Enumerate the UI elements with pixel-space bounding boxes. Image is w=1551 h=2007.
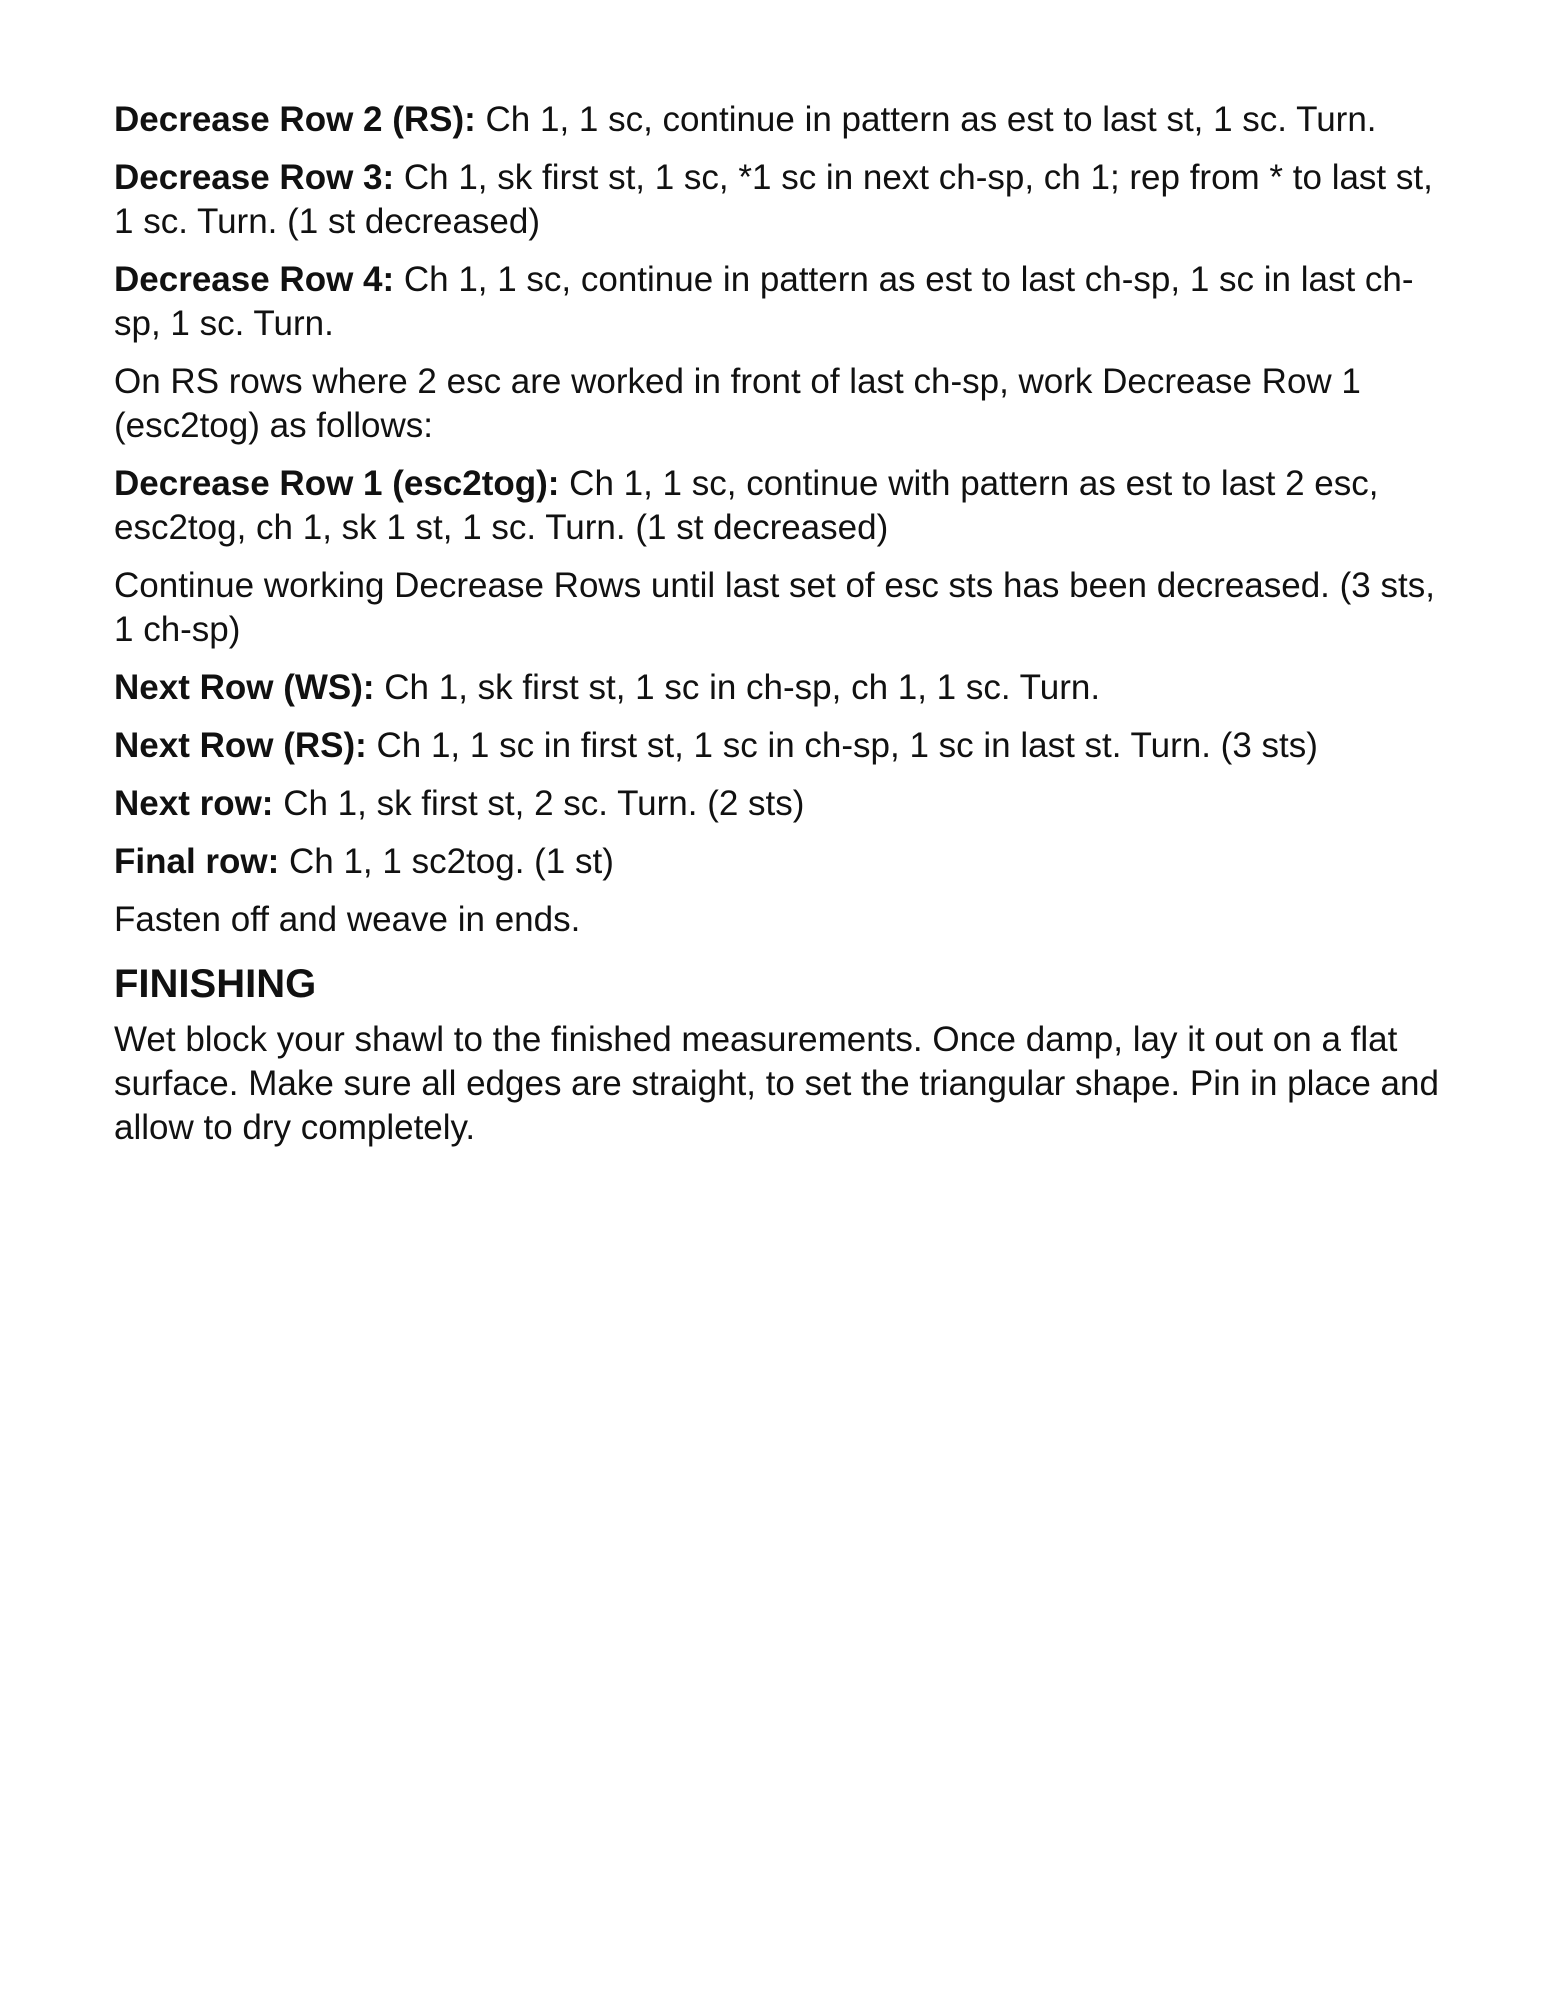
instruction-decrease-row-1-esc2tog: [114, 462, 1444, 550]
row-text: Ch 1, 1 sc, continue in pattern as est to last st, 1 sc. Turn.: [475, 100, 1377, 139]
row-text: Continue working Decrease Rows until last set of esc sts has been decreased. (3 sts, 1 ch-sp): [114, 566, 1435, 649]
instruction-decrease-row-3: [114, 156, 1444, 244]
row-text: On RS rows where 2 esc are worked in front of last ch-sp, work Decrease Row 1 (esc2tog) as follows:: [114, 362, 1361, 445]
instruction-final-row: [114, 840, 1444, 884]
row-text: Ch 1, 1 sc, continue with pattern as est to last 2 esc, esc2tog, ch 1, sk 1 st, 1 sc. Turn. (1 st decreased): [114, 464, 1379, 547]
row-text: Ch 1, sk first st, 2 sc. Turn. (2 sts): [273, 784, 805, 823]
instruction-next-row-ws: [114, 666, 1444, 710]
row-label: Next Row (WS):: [114, 668, 375, 707]
row-label: Decrease Row 4:: [114, 260, 395, 299]
row-text: Fasten off and weave in ends.: [114, 900, 581, 939]
row-label: Final row:: [114, 842, 280, 881]
finishing-text: Wet block your shawl to the finished measurements. Once damp, lay it out on a flat surface. Make sure all edges are straight, to set the triangular shape. Pin in place and allow to dry completely.: [114, 1020, 1439, 1147]
row-label: Next row:: [114, 784, 274, 823]
instruction-next-row: [114, 782, 1444, 826]
finishing-heading: FINISHING: [114, 962, 317, 1006]
instruction-decrease-row-2: [114, 98, 1444, 142]
row-label: Next Row (RS):: [114, 726, 367, 765]
instruction-fasten-off: [114, 898, 1444, 942]
row-text: Ch 1, sk first st, 1 sc, *1 sc in next ch-sp, ch 1; rep from * to last st, 1 sc. Turn. (1 st decreased): [114, 158, 1433, 241]
document-page: [114, 98, 1444, 1164]
row-label: Decrease Row 2 (RS):: [114, 100, 476, 139]
instruction-decrease-row-4: [114, 258, 1444, 346]
instruction-next-row-rs: [114, 724, 1444, 768]
instruction-continue-decrease: [114, 564, 1444, 652]
instruction-rs-rows-note: [114, 360, 1444, 448]
row-text: Ch 1, sk first st, 1 sc in ch-sp, ch 1, 1 sc. Turn.: [374, 668, 1101, 707]
row-label: Decrease Row 1 (esc2tog):: [114, 464, 560, 503]
row-label: Decrease Row 3:: [114, 158, 395, 197]
row-text: Ch 1, 1 sc, continue in pattern as est to last ch-sp, 1 sc in last ch-sp, 1 sc. Turn.: [114, 260, 1414, 343]
row-text: Ch 1, 1 sc2tog. (1 st): [279, 842, 614, 881]
row-text: Ch 1, 1 sc in first st, 1 sc in ch-sp, 1 sc in last st. Turn. (3 sts): [366, 726, 1318, 765]
